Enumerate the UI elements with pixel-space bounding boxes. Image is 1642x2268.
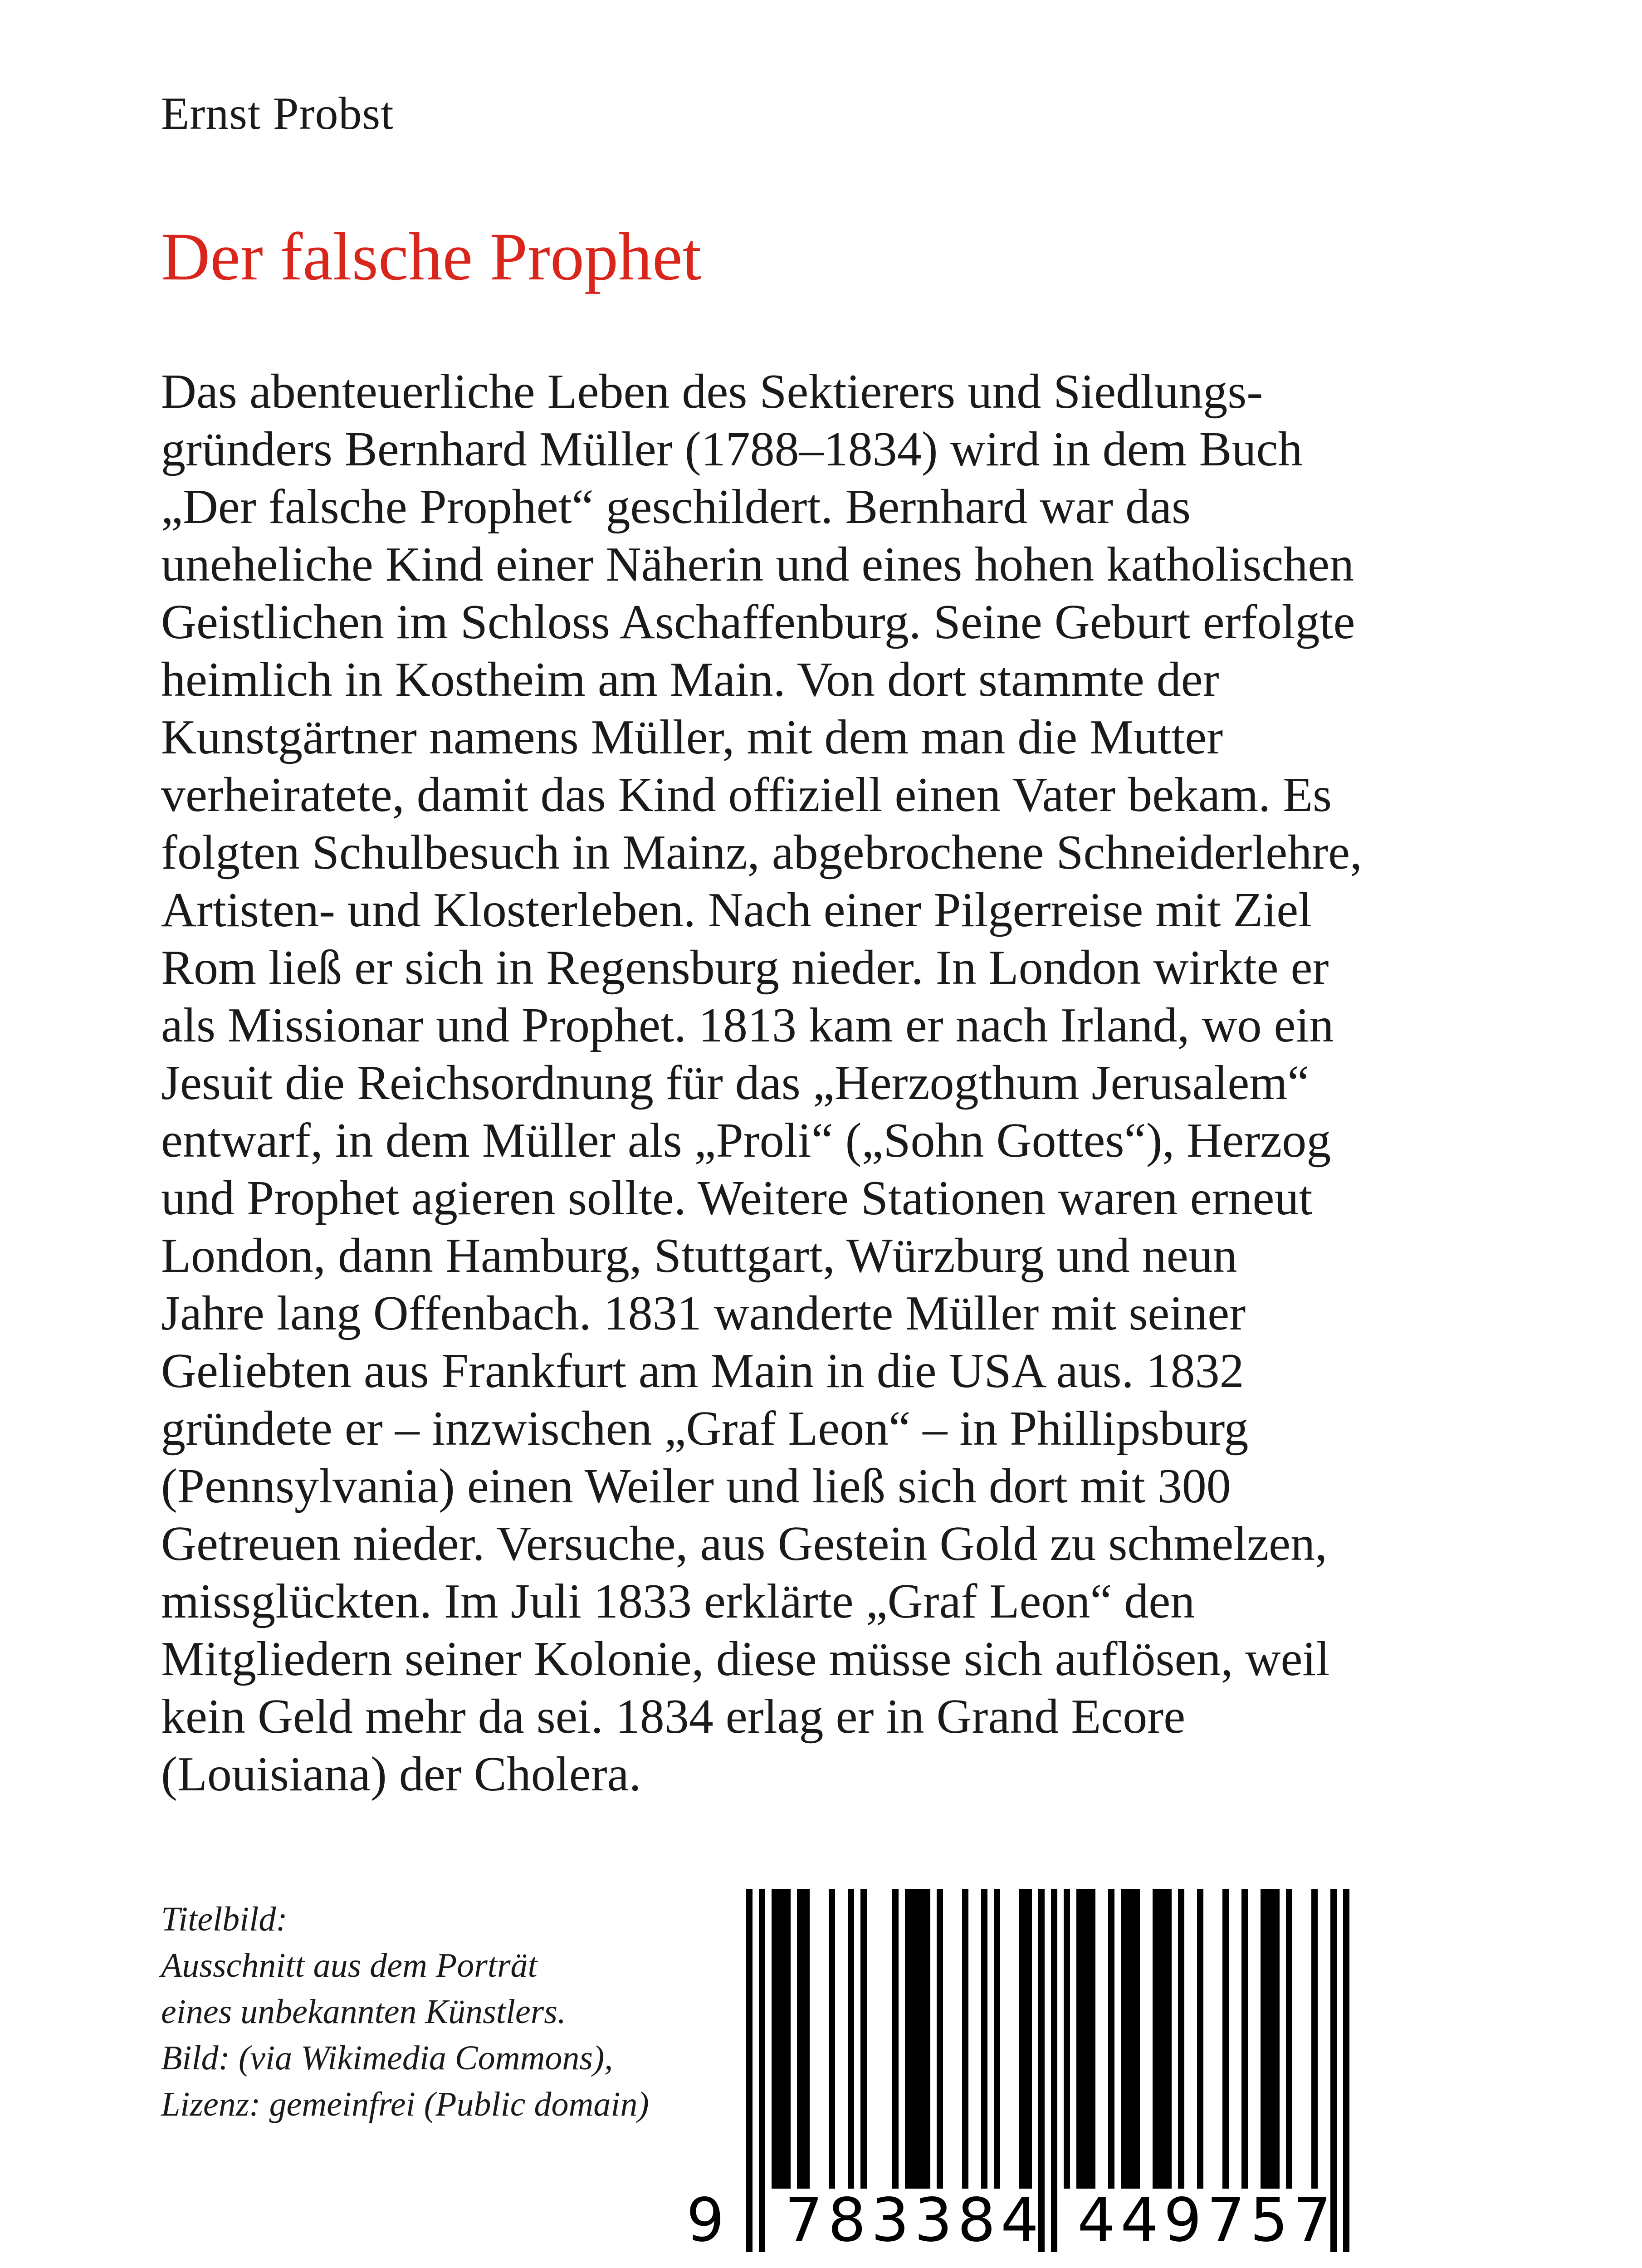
barcode-bar [905, 1889, 911, 2189]
image-credits [161, 1896, 649, 2127]
blurb-line: Jahre lang Offenbach. 1831 wanderte Müller mit seiner [161, 1286, 1246, 1340]
barcode-bar [1019, 1889, 1026, 2189]
barcode-bar [1038, 1889, 1045, 2252]
blurb-line: heimlich in Kostheim am Main. Von dort stammte der [161, 653, 1219, 707]
barcode-bar [1273, 1889, 1280, 2189]
blurb-line: entwarf, in dem Müller als „Proli“ („Sohn Gottes“), Herzog [161, 1114, 1331, 1168]
barcode-bar [1241, 1889, 1248, 2189]
barcode-digits-left: 783384 [785, 2185, 1039, 2255]
blurb-line: Getreuen nieder. Versuche, aus Gestein Gold zu schmelzen, [161, 1517, 1328, 1571]
barcode-bar [1159, 1889, 1165, 2189]
barcode-digits-right: 449757 [1077, 2185, 1331, 2255]
barcode-bar [1311, 1889, 1318, 2189]
barcode-bar [1343, 1889, 1349, 2252]
barcode-bar [1153, 1889, 1159, 2189]
credits-line: Titelbild: [161, 1900, 288, 1938]
blurb-line: (Pennsylvania) einen Weiler und ließ sich dort mit 300 [161, 1459, 1231, 1513]
blurb-line: kein Geld mehr da sei. 1834 erlag er in Grand Ecore [161, 1690, 1186, 1744]
barcode-bar [784, 1889, 791, 2189]
blurb-line: Geliebten aus Frankfurt am Main in die USA aus. 1832 [161, 1344, 1244, 1398]
barcode-bar [1330, 1889, 1337, 2252]
book-title: Der falsche Prophet [161, 219, 702, 294]
blurb-line: und Prophet agieren sollte. Weitere Stationen waren erneut [161, 1171, 1313, 1225]
barcode-bar [892, 1889, 899, 2189]
barcode-bar [937, 1889, 943, 2189]
author-name: Ernst Probst [161, 88, 394, 139]
isbn-barcode [674, 1889, 1386, 2257]
barcode-bar [848, 1889, 854, 2189]
barcode-bar [1076, 1889, 1083, 2189]
blurb-line: London, dann Hamburg, Stuttgart, Würzburg und neun [161, 1229, 1237, 1283]
blurb-line: als Missionar und Prophet. 1813 kam er nach Irland, wo ein [161, 998, 1334, 1052]
barcode-bar [1267, 1889, 1273, 2189]
blurb-line: verheiratete, damit das Kind offiziell einen Vater bekam. Es [161, 768, 1332, 822]
barcode-bar [1178, 1889, 1184, 2189]
barcode-bar [1127, 1889, 1134, 2189]
blurb-line: folgten Schulbesuch in Mainz, abgebrochene Schneiderlehre, [161, 826, 1363, 880]
blurb-line: Kunstgärtner namens Müller, mit dem man die Mutter [161, 710, 1223, 764]
barcode-bar [1064, 1889, 1070, 2189]
barcode-bar [1134, 1889, 1140, 2189]
barcode-bar [1197, 1889, 1203, 2189]
blurb-line: Mitgliedern seiner Kolonie, diese müsse sich auflösen, weil [161, 1632, 1330, 1686]
credits-line: Lizenz: gemeinfrei (Public domain) [161, 2085, 649, 2123]
barcode-bar [1108, 1889, 1114, 2189]
blurb-line: „Der falsche Prophet“ geschildert. Bernhard war das [161, 480, 1191, 534]
barcode-bar [1089, 1889, 1095, 2189]
blurb-line: gründete er – inzwischen „Graf Leon“ – in Phillipsburg [161, 1402, 1249, 1456]
barcode-bar [860, 1889, 867, 2189]
barcode-bar [1026, 1889, 1032, 2189]
blurb-text [161, 363, 1476, 1803]
blurb-line: Jesuit die Reichsordnung für das „Herzogthum Jerusalem“ [161, 1056, 1310, 1110]
blurb-line: Geistlichen im Schloss Aschaffenburg. Seine Geburt erfolgte [161, 595, 1355, 649]
barcode-bar [772, 1889, 778, 2189]
barcode-bar [962, 1889, 968, 2189]
barcode-bar [1121, 1889, 1127, 2189]
barcode-bar [829, 1889, 835, 2189]
blurb-line: Artisten- und Klosterleben. Nach einer Pilgerreise mit Ziel [161, 883, 1312, 937]
barcode-bar [778, 1889, 784, 2189]
barcode-bar [918, 1889, 924, 2189]
blurb-line: Das abenteuerliche Leben des Sektierers und Siedlungs- [161, 365, 1263, 419]
barcode-bar [746, 1889, 753, 2252]
blurb-line: missglückten. Im Juli 1833 erklärte „Graf Leon“ den [161, 1574, 1195, 1628]
barcode-bar [1165, 1889, 1172, 2189]
barcode-bar [759, 1889, 765, 2252]
barcode-bar [924, 1889, 930, 2189]
blurb-line: Rom ließ er sich in Regensburg nieder. In London wirkte er [161, 941, 1329, 995]
barcode-bar [1261, 1889, 1267, 2189]
barcode-bar [797, 1889, 803, 2189]
credits-line: Ausschnitt aus dem Porträt [161, 1946, 538, 1984]
barcode-bar [1286, 1889, 1292, 2189]
barcode-bar [803, 1889, 810, 2189]
barcode-bar [981, 1889, 987, 2189]
credits-line: Bild: (via Wikimedia Commons), [161, 2039, 613, 2077]
barcode-bar [911, 1889, 918, 2189]
barcode-bar [1222, 1889, 1229, 2189]
barcode-bar [994, 1889, 1000, 2189]
blurb-line: (Louisiana) der Cholera. [161, 1747, 641, 1801]
barcode-bar [1083, 1889, 1089, 2189]
credits-line: eines unbekannten Künstlers. [161, 1993, 566, 2031]
blurb-line: uneheliche Kind einer Näherin und eines hohen katholischen [161, 538, 1354, 591]
blurb-line: gründers Bernhard Müller (1788–1834) wird in dem Buch [161, 422, 1303, 476]
barcode-digit-first: 9 [686, 2185, 724, 2255]
barcode-bar [1051, 1889, 1057, 2252]
